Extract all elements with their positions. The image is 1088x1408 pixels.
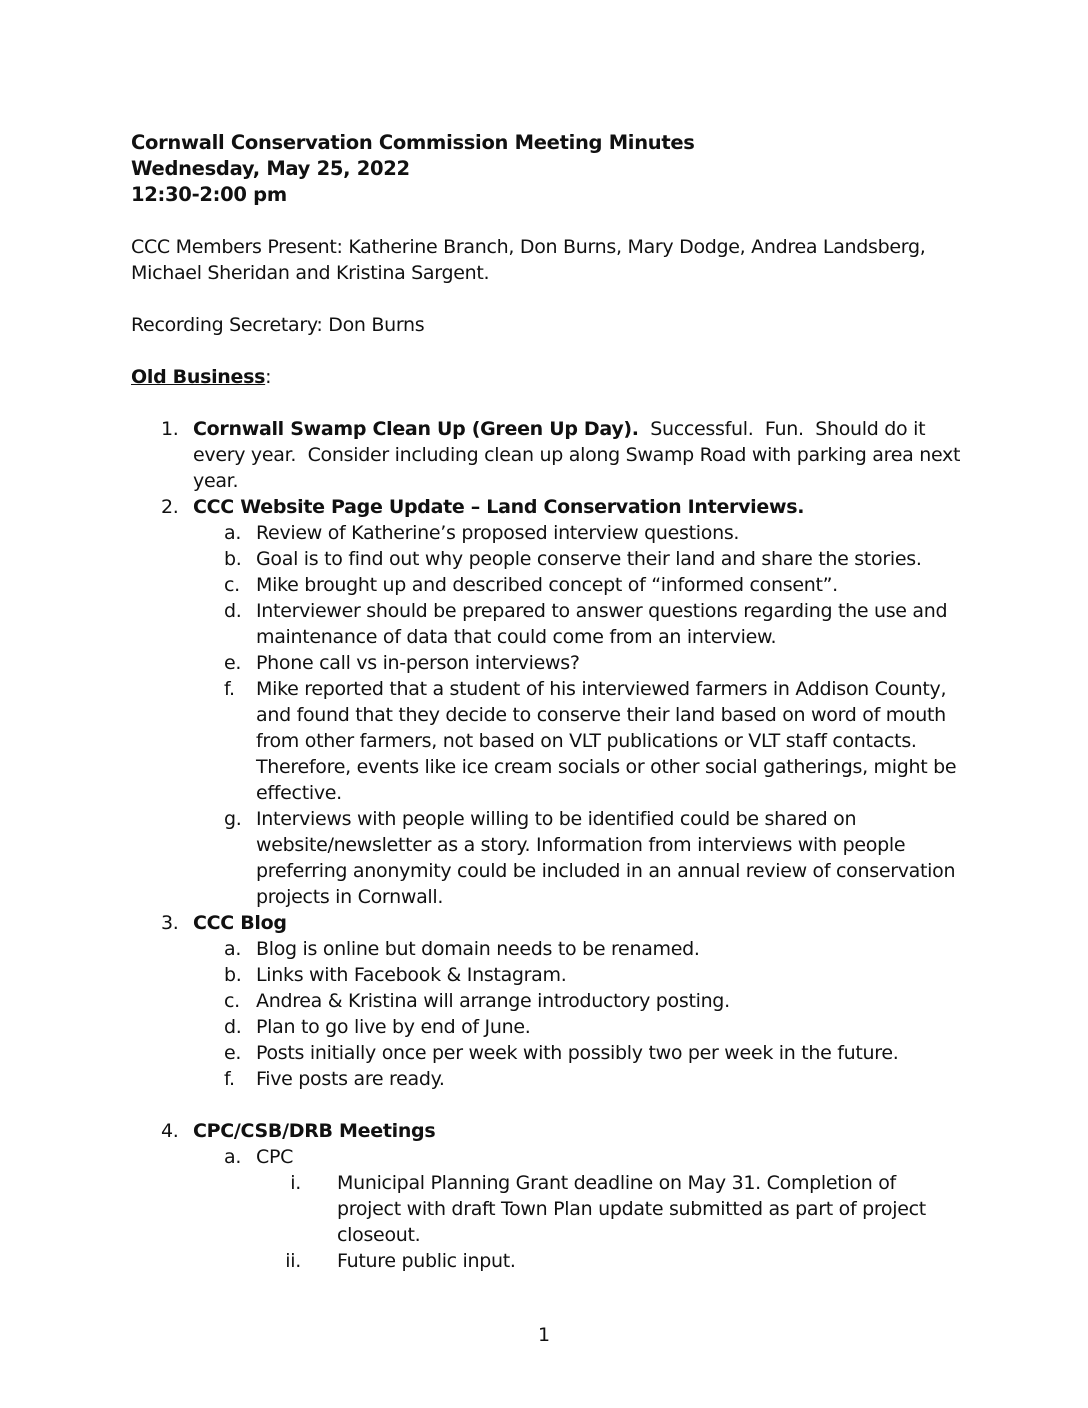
recording-secretary: Recording Secretary: Don Burns [131, 314, 425, 336]
item-text: Successful. Fun. Should do it every year. Consider including clean up along Swamp Road with parking area next year. [193, 418, 966, 492]
meeting-time: 12:30-2:00 pm [131, 183, 287, 206]
sub-list-item: c. Andrea & Kristina will arrange introductory posting. [224, 990, 730, 1012]
sub-list-item: b. Links with Facebook & Instagram. [224, 964, 567, 986]
page-number: 1 [537, 1324, 551, 1346]
sub-list-item: e. Phone call vs in-person interviews? [224, 652, 580, 674]
sub-list-item: c. Mike brought up and described concept of “informed consent”. [224, 574, 838, 596]
sub-list [193, 936, 961, 1092]
item-title: CCC Website Page Update – Land Conservation Interviews. [193, 496, 805, 518]
sub-list-item: b. Goal is to find out why people conserve their land and share the stories. [224, 548, 922, 570]
list-item: 3. CCC Blog a. Blog is online but domain needs to be renamed. b. Links with Facebook & Instagram. c. Andrea & Kristina will arrange introductory posting. d. Plan to go live by end of June. e. Posts initially once per week with possibly two per week in the future. f. Five posts are ready. [131, 910, 961, 1092]
members-present: CCC Members Present: Katherine Branch, Don Burns, Mary Dodge, Andrea Landsberg, Michael Sheridan and Kristina Sargent. [131, 236, 926, 284]
section-heading: Old Business: [131, 366, 272, 388]
document-page [131, 130, 966, 1274]
roman-list [256, 1170, 961, 1274]
list-item: 2. CCC Website Page Update – Land Conservation Interviews. a. Review of Katherine’s proposed interview questions. b. Goal is to find out why people conserve their land and share the stories. c. Mike brought up and described concept of “informed consent”. d. Interviewer should be prepared to answer questions regarding the use and maintenance of data that could come from an interview. e. Phone call vs in-person interviews? f. Mike reported that a student of his interviewed farmers in Addison County, and found that they decide to conserve their land based on word of mouth from other farmers, not based on VLT publications or VLT staff contacts. Therefore, events like ice cream socials or other social gatherings, might be effective. g. Interviews with people willing to be identified could be shared on website/newsletter as a story. Information from interviews with people preferring anonymity could be included in an annual review of conservation projects in Cornwall. [131, 494, 961, 910]
sub-list-item: f. Mike reported that a student of his interviewed farmers in Addison County, and found that they decide to conserve their land based on word of mouth from other farmers, not based on VLT publications or VLT staff contacts. Therefore, events like ice cream socials or other social gatherings, might be effective. [224, 678, 957, 804]
meeting-date: Wednesday, May 25, 2022 [131, 157, 410, 180]
sub-list [193, 520, 961, 910]
sub-list [193, 1144, 961, 1274]
item-title: CCC Blog [193, 912, 287, 934]
sub-list-item: a. CPC i. Municipal Planning Grant deadline on May 31. Completion of project with draft Town Plan update submitted as part of project closeout. ii. Future public input. [193, 1144, 961, 1274]
sub-list-item: e. Posts initially once per week with possibly two per week in the future. [224, 1042, 899, 1064]
document-title: Cornwall Conservation Commission Meeting Minutes [131, 131, 695, 154]
sub-list-item: d. Interviewer should be prepared to answer questions regarding the use and maintenance of data that could come from an interview. [224, 600, 948, 648]
list-item: 1. Cornwall Swamp Clean Up (Green Up Day). Successful. Fun. Should do it every year. Consider including clean up along Swamp Road with parking area next year. [161, 418, 966, 492]
sub-list-item: a. Review of Katherine’s proposed interview questions. [224, 522, 740, 544]
sub-list-item: g. Interviews with people willing to be identified could be shared on website/newsletter as a story. Information from interviews with people preferring anonymity could be included in an annual review of conservation projects in Cornwall. [224, 808, 956, 908]
item-title: Cornwall Swamp Clean Up (Green Up Day). [193, 418, 639, 440]
old-business-list [131, 416, 966, 1274]
item-title: CPC/CSB/DRB Meetings [193, 1120, 436, 1142]
sub-list-item: f. Five posts are ready. [224, 1068, 445, 1090]
list-item: 4. CPC/CSB/DRB Meetings a. CPC i. Municipal Planning Grant deadline on May 31. Completion of project with draft Town Plan update submitted as part of project closeout. ii. Future public input. [131, 1118, 961, 1274]
roman-list-item: ii. Future public input. [285, 1250, 516, 1272]
roman-list-item: i. Municipal Planning Grant deadline on May 31. Completion of project with draft Town Plan update submitted as part of project closeout. [290, 1172, 926, 1246]
sub-list-item: d. Plan to go live by end of June. [224, 1016, 531, 1038]
old-business-label: Old Business [131, 366, 266, 388]
sub-list-item: a. Blog is online but domain needs to be renamed. [224, 938, 700, 960]
